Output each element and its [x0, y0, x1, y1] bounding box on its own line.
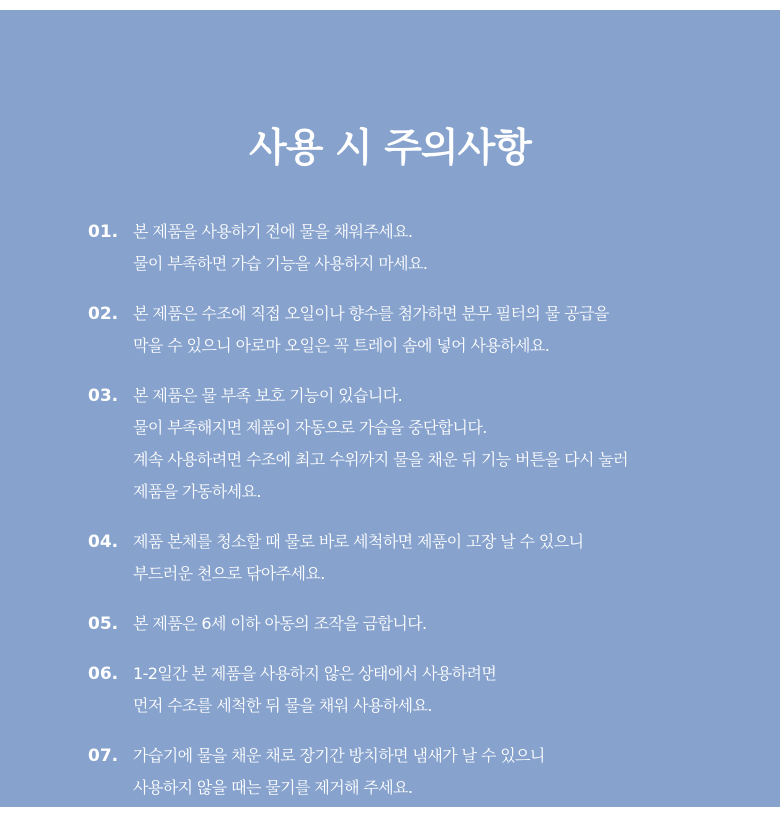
notice-number: 04. [88, 532, 119, 552]
notice-panel [0, 10, 780, 807]
notice-item [0, 380, 780, 508]
notice-line: 계속 사용하려면 수조에 최고 수위까지 물을 채운 뒤 기능 버튼을 다시 눌러 [133, 450, 629, 469]
notice-line: 본 제품은 수조에 직접 오일이나 향수를 첨가하면 분무 필터의 물 공급을 [133, 304, 609, 323]
notice-text [133, 298, 740, 362]
notice-number: 05. [88, 614, 119, 634]
notice-item [0, 608, 780, 640]
notice-line: 가습기에 물을 채운 채로 장기간 방치하면 냄새가 날 수 있으니 [133, 746, 545, 765]
notice-line: 사용하지 않을 때는 물기를 제거해 주세요. [133, 778, 413, 797]
notice-text [133, 380, 740, 508]
notice-number: 06. [88, 664, 119, 684]
notice-text [133, 658, 740, 722]
notice-number: 01. [88, 222, 119, 242]
notice-item [0, 526, 780, 590]
notice-number: 02. [88, 304, 119, 324]
notice-item [0, 298, 780, 362]
notice-line: 부드러운 천으로 닦아주세요. [133, 564, 325, 583]
notice-list [0, 216, 780, 822]
notice-number: 07. [88, 746, 119, 766]
notice-line: 제품 본체를 청소할 때 물로 바로 세척하면 제품이 고장 날 수 있으니 [133, 532, 584, 551]
notice-line: 1-2일간 본 제품을 사용하지 않은 상태에서 사용하려면 [133, 664, 497, 683]
notice-line: 제품을 가동하세요. [133, 482, 261, 501]
page-title: 사용 시 주의사항 [249, 126, 531, 171]
notice-line: 막을 수 있으니 아로마 오일은 꼭 트레이 솜에 넣어 사용하세요. [133, 336, 550, 355]
notice-number: 03. [88, 386, 119, 406]
notice-item [0, 216, 780, 280]
notice-item [0, 658, 780, 722]
notice-line: 본 제품은 6세 이하 아동의 조작을 금합니다. [133, 614, 427, 633]
notice-line: 물이 부족하면 가습 기능을 사용하지 마세요. [133, 254, 428, 273]
notice-line: 본 제품을 사용하기 전에 물을 채워주세요. [133, 222, 413, 241]
notice-text [133, 526, 740, 590]
notice-line: 먼저 수조를 세척한 뒤 물을 채워 사용하세요. [133, 696, 432, 715]
notice-line: 본 제품은 물 부족 보호 기능이 있습니다. [133, 386, 403, 405]
notice-text [133, 740, 740, 804]
notice-line: 물이 부족해지면 제품이 자동으로 가습을 중단합니다. [133, 418, 487, 437]
notice-item [0, 740, 780, 804]
notice-text [133, 608, 740, 640]
notice-text [133, 216, 740, 280]
